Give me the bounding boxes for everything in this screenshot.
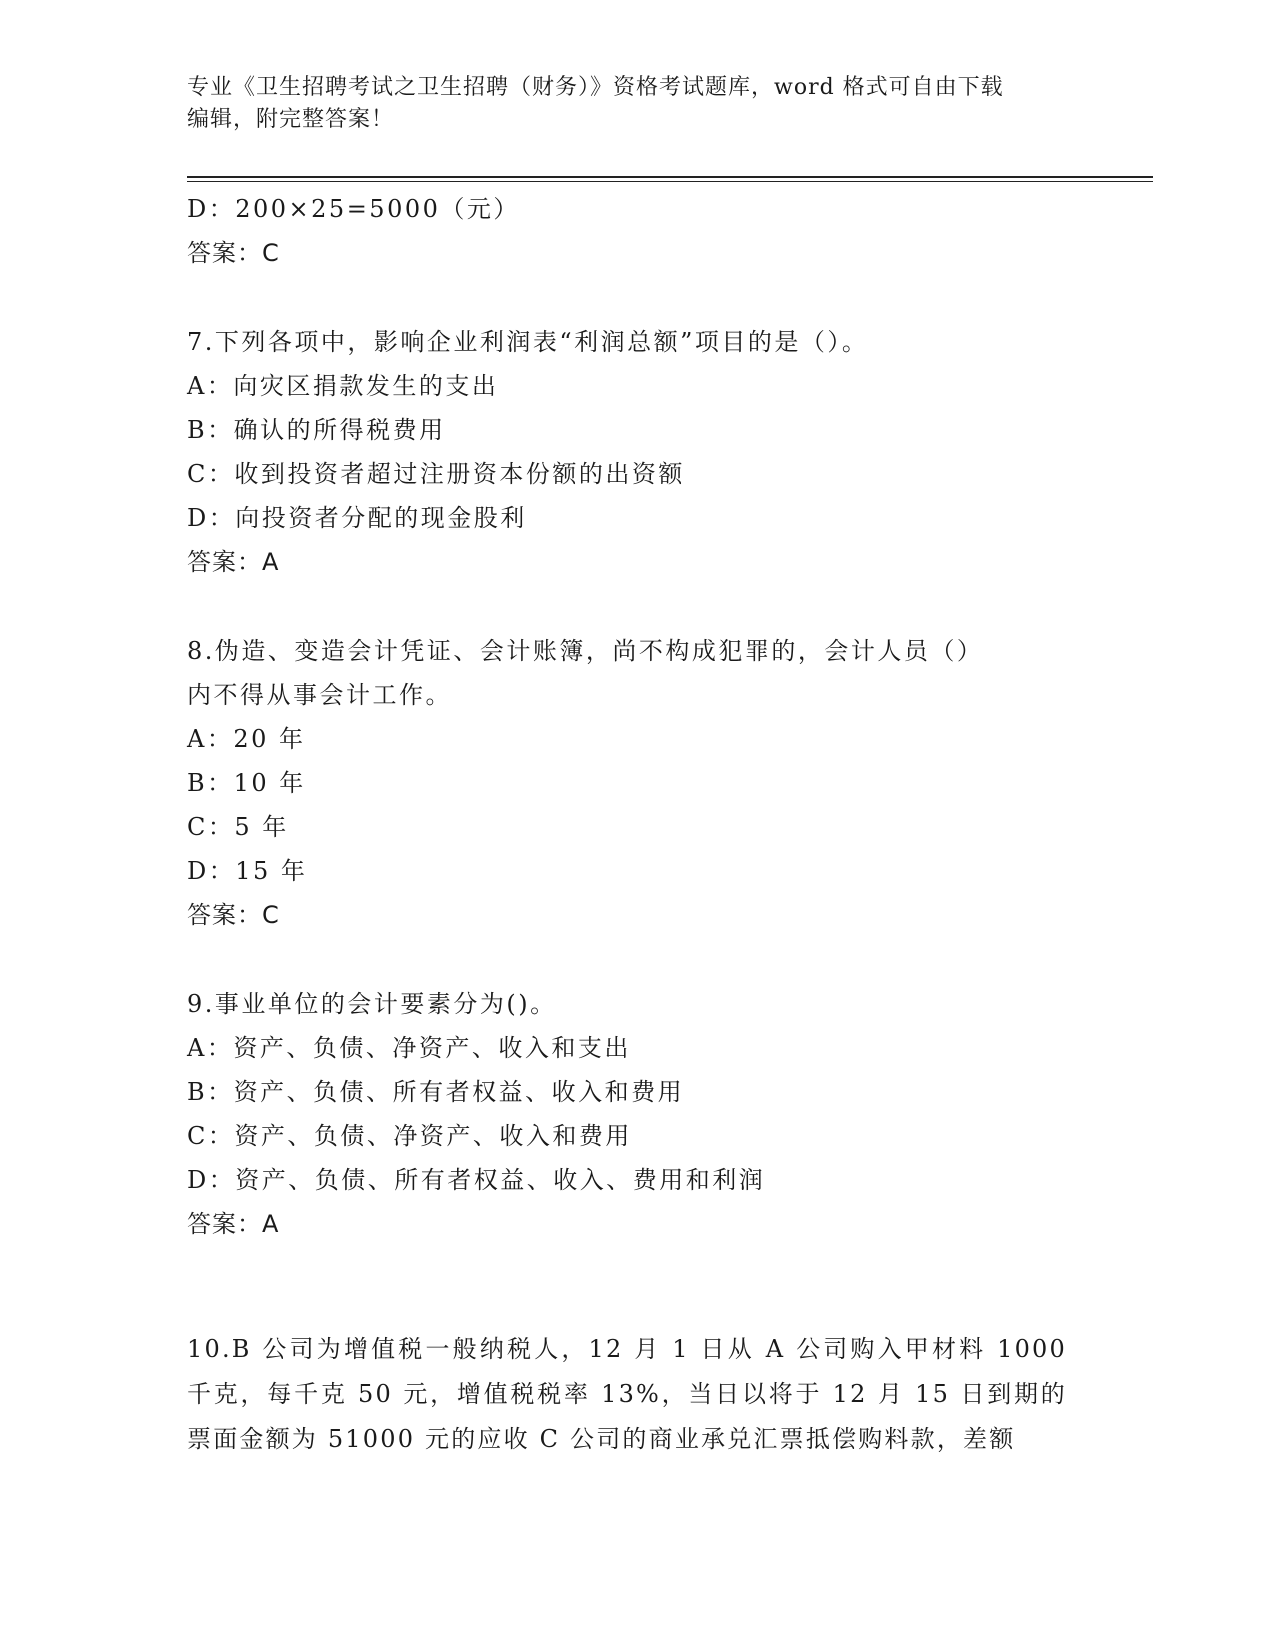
q8-option-b: B：10 年: [187, 769, 306, 797]
q8-stem-line-2: 内不得从事会计工作。: [187, 681, 452, 709]
q7-option-c: C：收到投资者超过注册资本份额的出资额: [187, 460, 685, 488]
q9-answer: 答案：A: [187, 1210, 280, 1238]
q7-option-b: B：确认的所得税费用: [187, 416, 446, 444]
header-line-1: 专业《卫生招聘考试之卫生招聘（财务）》资格考试题库，word 格式可自由下载: [187, 75, 1004, 100]
q8-option-c: C：5 年: [187, 813, 289, 841]
header-line-2: 编辑，附完整答案！: [187, 107, 395, 132]
q7-option-d: D：向投资者分配的现金股利: [187, 504, 527, 532]
q7-option-a: A：向灾区捐款发生的支出: [187, 372, 499, 400]
q7-stem: 7.下列各项中，影响企业利润表“利润总额”项目的是（）。: [187, 328, 869, 356]
q9-option-b: B：资产、负债、所有者权益、收入和费用: [187, 1078, 685, 1106]
prev-answer: 答案：C: [187, 239, 280, 267]
q10-stem: 10.B 公司为增值税一般纳税人，12 月 1 日从 A 公司购入甲材料 1000 千克，每千克 50 元，增值税税率 13%，当日以将于 12 月 15 日到期的票面金额为 51000 元的应收 C 公司的商业承兑汇票抵偿购料款，差额: [187, 1335, 1067, 1453]
q9-option-a: A：资产、负债、净资产、收入和支出: [187, 1034, 631, 1062]
q9-stem: 9.事业单位的会计要素分为()。: [187, 990, 557, 1018]
q8-option-d: D：15 年: [187, 857, 308, 885]
q8-option-a: A：20 年: [187, 725, 306, 753]
q8-answer: 答案：C: [187, 901, 280, 929]
header-divider-thick: [187, 176, 1153, 178]
header-divider-thin: [187, 181, 1153, 182]
document-header: [187, 72, 1087, 136]
q7-answer: 答案：A: [187, 548, 280, 576]
q9-option-c: C：资产、负债、净资产、收入和费用: [187, 1122, 632, 1150]
q8-stem-line-1: 8.伪造、变造会计凭证、会计账簿，尚不构成犯罪的，会计人员（）: [187, 637, 984, 665]
prev-option-d: D：200×25=5000（元）: [187, 195, 520, 223]
q9-option-d: D：资产、负债、所有者权益、收入、费用和利润: [187, 1166, 766, 1194]
